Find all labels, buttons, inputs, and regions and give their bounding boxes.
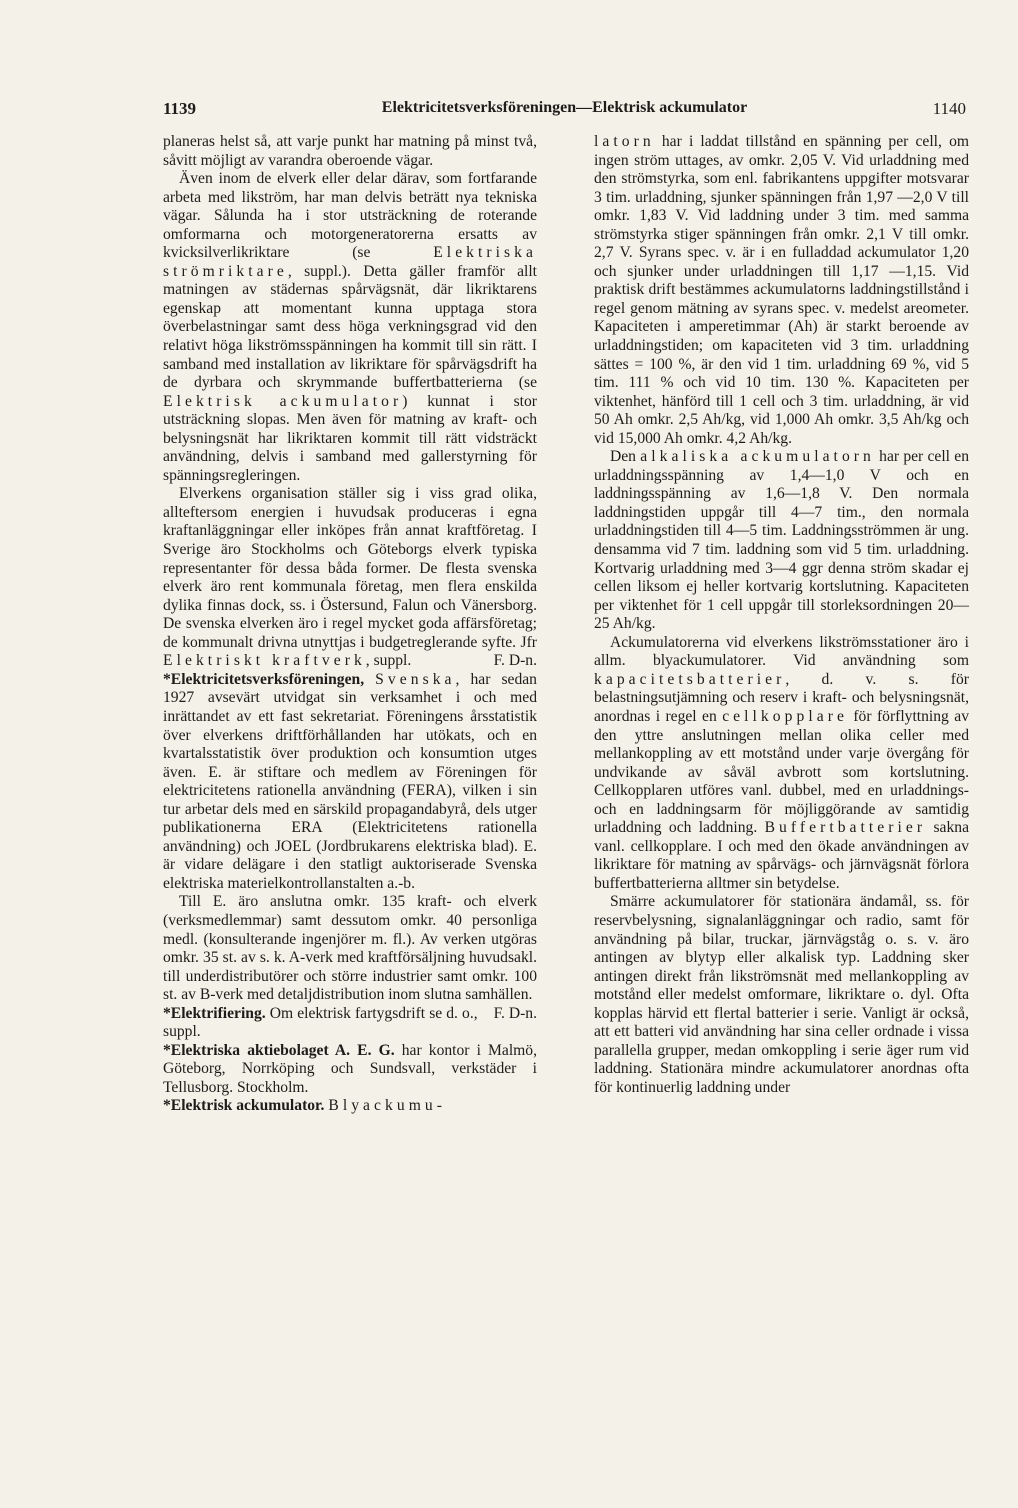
- spaced-term: kapacitetsbatterier: [594, 670, 786, 688]
- author-signature: F. D-n.: [493, 1004, 537, 1022]
- spaced-term: Blyackumu-: [328, 1097, 447, 1115]
- text-run: , suppl.). Detta gäller framför allt matningen av städernas spårvägsnät, där likriktarens egenskap att momentant kunna upptaga stora överbelastningar samt dess höga verkningsgrad vid den relativt höga likströmsspänningen ha kommit till sin rätt. I samband med installation av likriktare för spårvägsdrift ha de dyrbara och skrymmande buffertbatterierna (se: [163, 262, 537, 392]
- text-run: , d. v. s. för belastningsutjämning och reserv i kraft- och belysningsnät, anordnas i regel en: [594, 670, 969, 725]
- text-run: Om elektrisk fartygsdrift se d. o., suppl.: [163, 1004, 478, 1041]
- text-run: har kontor i Malmö, Göteborg, Norrköping och Sundsvall, verkstäder i Tellusborg. Stockholm.: [163, 1041, 537, 1096]
- paragraph: [594, 133, 969, 448]
- page-number-left: 1139: [163, 99, 197, 118]
- spaced-term: alkaliska ackumulatorn: [640, 448, 875, 466]
- page-number-right: 1140: [932, 99, 966, 118]
- cross-reference: Elektrisk ackumulator: [163, 392, 403, 410]
- text-run: har per cell en urladdningsspänning av 1,4—1,0 V och en laddningsspänning av 1,6—1,8 V. Den normala laddningstiden uppgår till 4—7 tim., den normala urladdningstiden till 4—5 tim. Laddningsströmmen är ung. densamma vid 7 tim. laddning som vid 5 tim. urladdning. Kortvarig urladdning med 3—4 ggr denna ström skadar ej cellen liksom ej heller kortvarig kortslutning. Kapaciteten per viktenhet för 1 cell uppgår till storleksordningen 20—25 Ah/kg.: [594, 448, 969, 633]
- text-run: Ackumulatorerna vid elverkens likströmsstationer äro i allm. blyackumulatorer. Vid användning som: [594, 633, 969, 670]
- paragraph: planeras helst så, att varje punkt har matning på minst två, såvitt möjligt av varandra oberoende vägar.: [163, 133, 537, 169]
- entry-elektricitetsverksforeningen: [163, 671, 537, 894]
- paragraph: [163, 170, 537, 485]
- text-run: Den: [610, 448, 641, 466]
- paragraph: [594, 448, 969, 633]
- text-run: ) kunnat i stor utsträckning slopas. Men även för matning av kraft- och belysningsnät har likriktaren kommit till rätt vidsträckt användning, delvis i samband med gallerstyrning för spänningsregleringen.: [163, 392, 537, 484]
- paragraph: [163, 485, 537, 670]
- text-run: Även inom de elverk eller delar därav, som fortfarande arbeta med likström, har man delvis beträtt nya tekniska vägar. Sålunda ha i stor utsträckning de roterande omformarna och motorgeneratorerna ersatts av kvicksilverlikriktare (se: [163, 170, 537, 262]
- text-run: har i laddat tillstånd en spänning per cell, om ingen ström uttages, av omkr. 2,05 V. Vid urladdning med den strömstyrka, som enl. fabrikantens uppgifter motsvarar 3 tim. urladdning, sjunker spänningen från 1,97 —2,0 V till omkr. 1,83 V. Vid laddning under 3 tim. med samma strömstyrka stiger spänningen från omkr. 2,1 V till omkr. 2,7 V. Syrans spec. v. är i en fulladdad ackumulator 1,20 och sjunker under urladdningen till 1,17 —1,15. Vid praktisk drift bestämmes ackumulatorns laddningstillstånd i regel genom mätning av syrans spec. v. medelst areometer. Kapaciteten i amperetimmar (Ah) är starkt beroende av urladdningstiden; om kapaciteten vid 3 tim. urladdning sättes = 100 %, är den vid 1 tim. urladdning 69 %, vid 5 tim. 111 % och vid 10 tim. 130 %. Kapaciteten per viktenhet, hänförd till 1 cell och 3 tim. urladdning, är vid 50 Ah omkr. 2,5 Ah/kg, vid 1,000 Ah omkr. 3,5 Ah/kg och vid 15,000 Ah omkr. 4,2 Ah/kg.: [594, 133, 969, 447]
- right-column: [594, 133, 969, 1097]
- page-header: [163, 99, 966, 127]
- text-run: för förflyttning av den yttre anslutningen mellan olika celler med mellankoppling av ett motstånd under varje övergång för undvikande av såväl avbrott som kortslutning. Cellkopplaren utföres vanl. dubbel, med en urladdnings- och en laddningsarm för möjliggörande av samtidig urladdning och laddning.: [594, 707, 969, 837]
- entry-elektrisk-ackumulator: [163, 1097, 537, 1116]
- paragraph: Smärre ackumulatorer för stationära ändamål, ss. för reservbelysning, signalanläggningar och radio, samt för användning på bilar, truckar, järnvägståg o. s. v. äro antingen av blytyp eller alkalisk typ. Laddning sker antingen direkt från likströmsnät med mellankoppling av motstånd eller medelst omformare, likriktare o. dyl. Ofta kopplas härvid ett flertal batterier i serie. Vanligt är också, att ett batteri vid användning har sina celler ordnade i vissa parallella grupper, medan omkoppling i serie äger rum vid laddning. Stationära mindre ackumulatorer anordnas ofta för kontinuerlig laddning under: [594, 893, 969, 1096]
- cross-reference: Elektriskt kraftverk: [163, 652, 366, 670]
- entry-headword: *Elektricitetsverksföreningen,: [163, 670, 365, 688]
- text-run: Till E. äro anslutna omkr. 135 kraft- och elverk (verksmedlemmar) samt dessutom omkr. 40 personliga medl. (konsulterande ingenjörer m. fl.). Av verken utgöras omkr. 35 st. av s. k. A-verk med kraftförsäljning huvudsakl. till underdistributörer och större industrier samt omkr. 100 st. av B-verk med detaljdistribution inom slutna samhällen.: [163, 893, 537, 1004]
- text-run: Elverkens organisation ställer sig i viss grad olika, allteftersom energien i huvudsak produceras i egna kraftanläggningar eller inköpes från annat kraftföretag. I Sverige äro Stockholms och Göteborgs elverk typiska representanter för dessa båda former. De flesta svenska elverk äro rent kommunala företag, men flera enskilda dylika finnas dock, ss. i Östersund, Falun och Vänersborg. De svenska elverken äro i regel mycket goda affärsföretag; de kommunalt drivna utnyttjas i budgetreglerande syfte. Jfr: [163, 485, 537, 651]
- spaced-term: Svenska: [375, 670, 456, 688]
- spaced-term: cellkopplare: [722, 707, 848, 725]
- cross-reference: Elektriska strömriktare: [163, 244, 537, 280]
- spaced-term: latorn: [594, 133, 655, 150]
- spaced-term: Buffertbatterier: [764, 819, 927, 837]
- text-run: sakna vanl. cellkopplare. I och med den ökade användningen av likriktare för matning av spårvägs- och järnvägsnät förlora buffertbatterierna alltmer sin betydelse.: [594, 819, 969, 892]
- text-run: , suppl.: [365, 652, 412, 670]
- left-column: [163, 133, 537, 1116]
- running-title: Elektricitetsverksföreningen—Elektrisk ackumulator: [381, 99, 748, 116]
- entry-headword: *Elektrisk ackumulator.: [163, 1097, 325, 1115]
- entry-elektriska-aktiebolaget: [163, 1042, 537, 1098]
- text-run: , har sedan 1927 avsevärt utvidgat sin verksamhet i och med inrättandet av ett fast sekretariat. Föreningens årsstatistik över elverkens driftförhållanden har utökats, och en kvartalsstatistik över produktion och konsumtion utges även. E. är stiftare och medlem av Föreningen för elektricitetens rationella användning (FERA), vilken i sin tur arbetar dels med en särskild propagandabyrå, dels utger publikationerna ERA (Elektricitetens rationella användning) och JOEL (Jordbrukarens elektriska blad). E. är vidare delägare i den statligt auktoriserade Svenska elektriska materielkontrollanstalten a.-b.: [163, 670, 537, 892]
- paragraph: [594, 634, 969, 894]
- entry-headword: *Elektriska aktiebolaget A. E. G.: [163, 1041, 395, 1059]
- author-signature: F. D-n.: [493, 652, 537, 670]
- entry-headword: *Elektrifiering.: [163, 1004, 266, 1022]
